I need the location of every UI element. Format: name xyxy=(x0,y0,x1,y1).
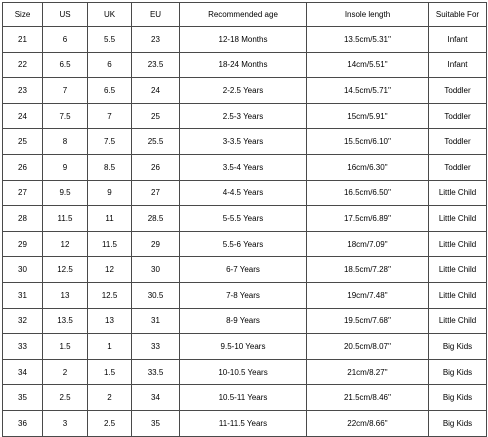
cell-size: 33 xyxy=(3,334,43,360)
cell-eu: 33 xyxy=(132,334,180,360)
cell-eu: 29 xyxy=(132,231,180,257)
cell-recommended-age: 7-8 Years xyxy=(180,282,307,308)
cell-recommended-age: 3.5-4 Years xyxy=(180,154,307,180)
cell-us: 13 xyxy=(43,282,88,308)
cell-eu: 33.5 xyxy=(132,359,180,385)
cell-recommended-age: 2-2.5 Years xyxy=(180,78,307,104)
cell-eu: 34 xyxy=(132,385,180,411)
cell-insole-length: 15cm/5.91'' xyxy=(307,103,429,129)
cell-us: 7 xyxy=(43,78,88,104)
cell-suitable-for: Toddler xyxy=(429,129,487,155)
cell-suitable-for: Infant xyxy=(429,52,487,78)
cell-us: 2 xyxy=(43,359,88,385)
cell-size: 32 xyxy=(3,308,43,334)
cell-recommended-age: 8-9 Years xyxy=(180,308,307,334)
cell-insole-length: 15.5cm/6.10'' xyxy=(307,129,429,155)
cell-recommended-age: 11-11.5 Years xyxy=(180,410,307,436)
cell-size: 25 xyxy=(3,129,43,155)
cell-uk: 1 xyxy=(88,334,132,360)
table-row xyxy=(3,257,487,283)
cell-insole-length: 14cm/5.51'' xyxy=(307,52,429,78)
cell-us: 1.5 xyxy=(43,334,88,360)
cell-size: 36 xyxy=(3,410,43,436)
table-row xyxy=(3,103,487,129)
cell-recommended-age: 6-7 Years xyxy=(180,257,307,283)
cell-suitable-for: Infant xyxy=(429,27,487,53)
cell-insole-length: 19.5cm/7.68'' xyxy=(307,308,429,334)
cell-eu: 30.5 xyxy=(132,282,180,308)
header-insole-length: Insole length xyxy=(307,3,429,27)
table-row xyxy=(3,27,487,53)
cell-insole-length: 16.5cm/6.50'' xyxy=(307,180,429,206)
cell-recommended-age: 18-24 Months xyxy=(180,52,307,78)
cell-insole-length: 13.5cm/5.31'' xyxy=(307,27,429,53)
cell-uk: 11.5 xyxy=(88,231,132,257)
cell-uk: 2.5 xyxy=(88,410,132,436)
table-row xyxy=(3,154,487,180)
cell-suitable-for: Big Kids xyxy=(429,334,487,360)
cell-eu: 28.5 xyxy=(132,206,180,232)
cell-size: 30 xyxy=(3,257,43,283)
cell-eu: 23.5 xyxy=(132,52,180,78)
cell-recommended-age: 5-5.5 Years xyxy=(180,206,307,232)
cell-size: 28 xyxy=(3,206,43,232)
header-recommended-age: Recommended age xyxy=(180,3,307,27)
cell-insole-length: 20.5cm/8.07'' xyxy=(307,334,429,360)
cell-insole-length: 16cm/6.30'' xyxy=(307,154,429,180)
cell-uk: 6 xyxy=(88,52,132,78)
cell-suitable-for: Little Child xyxy=(429,257,487,283)
cell-uk: 12 xyxy=(88,257,132,283)
cell-size: 34 xyxy=(3,359,43,385)
cell-insole-length: 14.5cm/5.71'' xyxy=(307,78,429,104)
cell-size: 24 xyxy=(3,103,43,129)
cell-uk: 12.5 xyxy=(88,282,132,308)
header-uk: UK xyxy=(88,3,132,27)
cell-us: 7.5 xyxy=(43,103,88,129)
cell-eu: 35 xyxy=(132,410,180,436)
cell-size: 23 xyxy=(3,78,43,104)
cell-suitable-for: Big Kids xyxy=(429,359,487,385)
cell-eu: 27 xyxy=(132,180,180,206)
table-row xyxy=(3,52,487,78)
cell-suitable-for: Little Child xyxy=(429,206,487,232)
cell-us: 3 xyxy=(43,410,88,436)
cell-size: 35 xyxy=(3,385,43,411)
cell-recommended-age: 4-4.5 Years xyxy=(180,180,307,206)
cell-us: 6 xyxy=(43,27,88,53)
cell-size: 21 xyxy=(3,27,43,53)
header-eu: EU xyxy=(132,3,180,27)
cell-eu: 25 xyxy=(132,103,180,129)
cell-uk: 1.5 xyxy=(88,359,132,385)
table-row xyxy=(3,359,487,385)
header-row xyxy=(3,3,487,27)
cell-size: 27 xyxy=(3,180,43,206)
cell-suitable-for: Little Child xyxy=(429,308,487,334)
cell-eu: 24 xyxy=(132,78,180,104)
cell-insole-length: 18cm/7.09'' xyxy=(307,231,429,257)
cell-size: 31 xyxy=(3,282,43,308)
cell-insole-length: 17.5cm/6.89'' xyxy=(307,206,429,232)
cell-eu: 23 xyxy=(132,27,180,53)
cell-insole-length: 21.5cm/8.46'' xyxy=(307,385,429,411)
cell-recommended-age: 2.5-3 Years xyxy=(180,103,307,129)
table-row xyxy=(3,206,487,232)
cell-size: 29 xyxy=(3,231,43,257)
cell-recommended-age: 12-18 Months xyxy=(180,27,307,53)
table-row xyxy=(3,334,487,360)
cell-us: 12.5 xyxy=(43,257,88,283)
cell-uk: 7.5 xyxy=(88,129,132,155)
header-us: US xyxy=(43,3,88,27)
cell-uk: 13 xyxy=(88,308,132,334)
header-size: Size xyxy=(3,3,43,27)
table-row xyxy=(3,231,487,257)
cell-size: 26 xyxy=(3,154,43,180)
cell-us: 11.5 xyxy=(43,206,88,232)
cell-suitable-for: Little Child xyxy=(429,231,487,257)
cell-suitable-for: Little Child xyxy=(429,180,487,206)
cell-insole-length: 21cm/8.27'' xyxy=(307,359,429,385)
cell-recommended-age: 3-3.5 Years xyxy=(180,129,307,155)
table-row xyxy=(3,129,487,155)
cell-suitable-for: Big Kids xyxy=(429,385,487,411)
cell-us: 9.5 xyxy=(43,180,88,206)
cell-eu: 30 xyxy=(132,257,180,283)
cell-suitable-for: Little Child xyxy=(429,282,487,308)
cell-insole-length: 19cm/7.48'' xyxy=(307,282,429,308)
cell-recommended-age: 10-10.5 Years xyxy=(180,359,307,385)
table-body xyxy=(3,27,487,437)
table-row xyxy=(3,78,487,104)
cell-eu: 25.5 xyxy=(132,129,180,155)
table-row xyxy=(3,308,487,334)
cell-us: 12 xyxy=(43,231,88,257)
cell-us: 2.5 xyxy=(43,385,88,411)
cell-uk: 9 xyxy=(88,180,132,206)
cell-uk: 2 xyxy=(88,385,132,411)
cell-us: 6.5 xyxy=(43,52,88,78)
cell-suitable-for: Toddler xyxy=(429,103,487,129)
table-row xyxy=(3,282,487,308)
size-chart-table xyxy=(2,2,487,437)
cell-insole-length: 22cm/8.66'' xyxy=(307,410,429,436)
cell-uk: 11 xyxy=(88,206,132,232)
cell-suitable-for: Toddler xyxy=(429,78,487,104)
table-header xyxy=(3,3,487,27)
cell-uk: 5.5 xyxy=(88,27,132,53)
cell-uk: 8.5 xyxy=(88,154,132,180)
cell-size: 22 xyxy=(3,52,43,78)
cell-suitable-for: Big Kids xyxy=(429,410,487,436)
cell-suitable-for: Toddler xyxy=(429,154,487,180)
cell-us: 8 xyxy=(43,129,88,155)
table-row xyxy=(3,410,487,436)
cell-recommended-age: 10.5-11 Years xyxy=(180,385,307,411)
cell-us: 13.5 xyxy=(43,308,88,334)
header-suitable-for: Suitable For xyxy=(429,3,487,27)
cell-eu: 26 xyxy=(132,154,180,180)
cell-recommended-age: 5.5-6 Years xyxy=(180,231,307,257)
table-row xyxy=(3,180,487,206)
cell-uk: 6.5 xyxy=(88,78,132,104)
table-row xyxy=(3,385,487,411)
cell-eu: 31 xyxy=(132,308,180,334)
cell-us: 9 xyxy=(43,154,88,180)
cell-insole-length: 18.5cm/7.28'' xyxy=(307,257,429,283)
cell-uk: 7 xyxy=(88,103,132,129)
cell-recommended-age: 9.5-10 Years xyxy=(180,334,307,360)
